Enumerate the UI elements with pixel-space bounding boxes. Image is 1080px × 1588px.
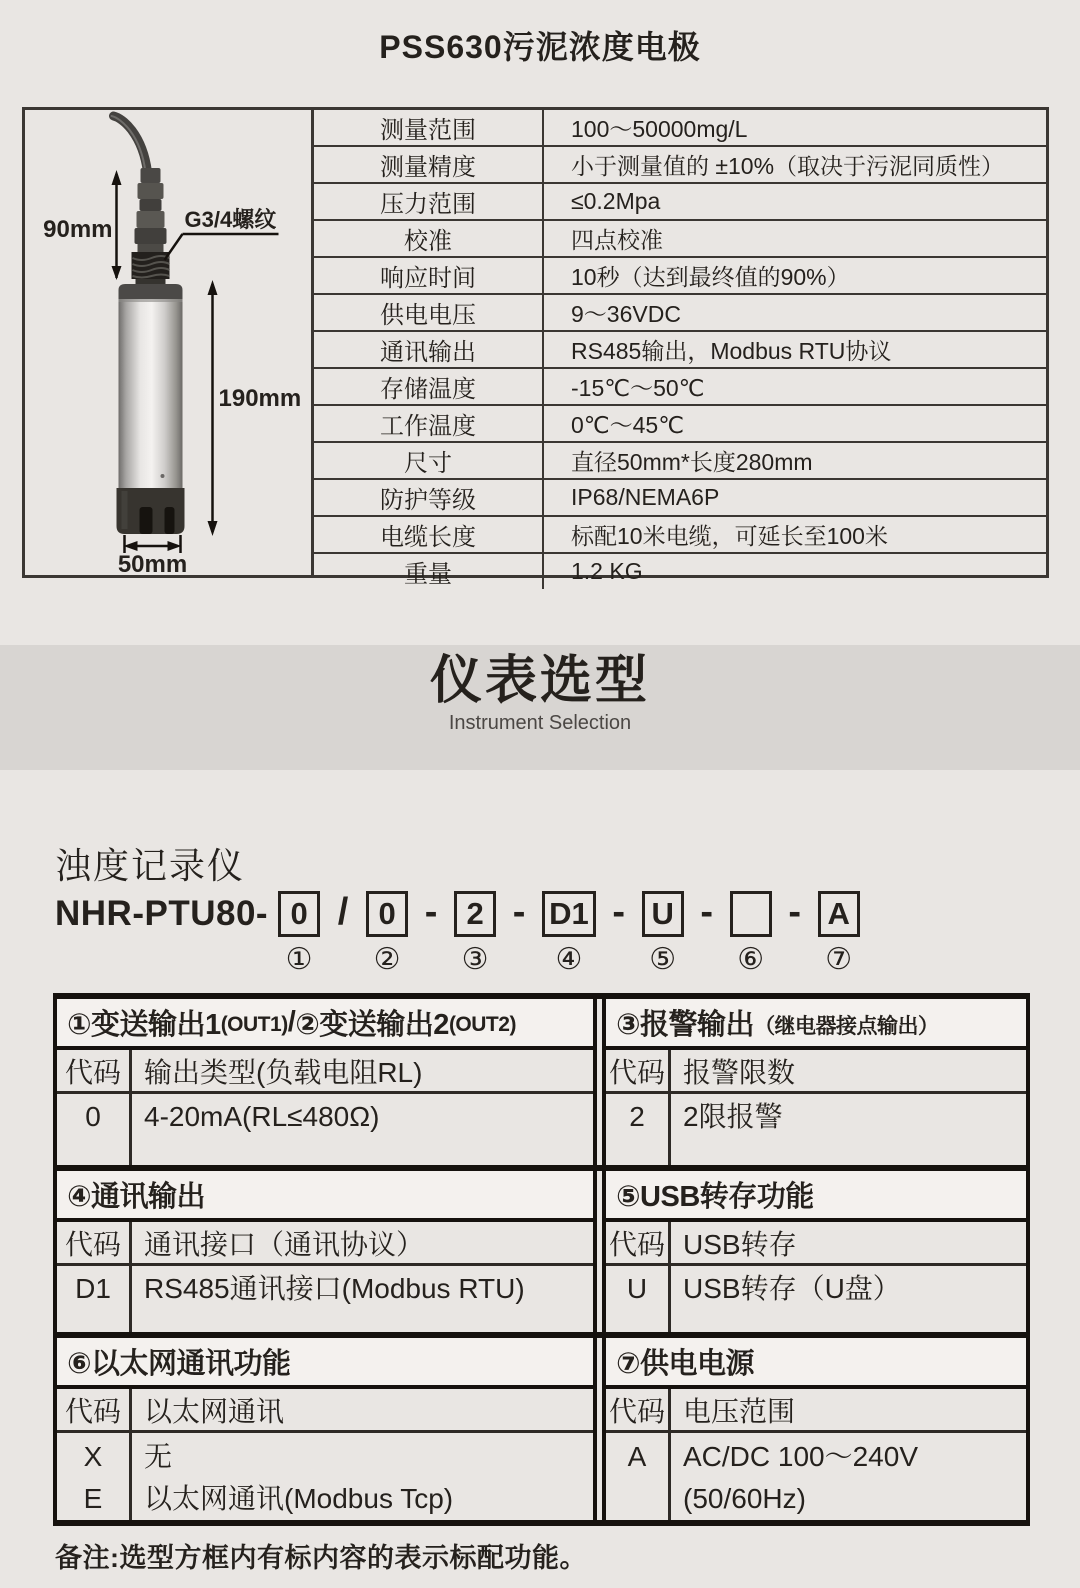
desc-value: 2限报警: [683, 1101, 783, 1132]
selection-band-1: [53, 993, 1030, 1165]
selection-band-3: [53, 1332, 1030, 1526]
model-box-2: 0: [366, 891, 408, 937]
circle-number-2: ②: [373, 943, 401, 976]
section-banner: [0, 645, 1080, 770]
spec-label: 测量精度: [314, 147, 544, 182]
spec-value: 标配10米电缆，可延长至100米: [571, 523, 888, 549]
table-row: [314, 258, 1046, 295]
spec-label: 响应时间: [314, 258, 544, 293]
probe-image-cell: [25, 110, 314, 575]
usb-function-header: [606, 1171, 1026, 1222]
code-cells: [57, 1094, 132, 1165]
probe-illustration: [25, 110, 311, 575]
comm-output-header: [57, 1171, 593, 1222]
model-separator: -: [788, 891, 802, 933]
thread-label: G3/4螺纹: [184, 207, 277, 232]
spec-label: 供电电压: [314, 295, 544, 330]
spec-value: -15℃～50℃: [571, 375, 705, 401]
data-rows: [606, 1094, 1026, 1165]
header-text: ④通讯输出: [67, 1181, 206, 1213]
column-header-row: [606, 1050, 1026, 1094]
desc-value: RS485通讯接口(Modbus RTU): [144, 1273, 525, 1304]
model-separator: -: [700, 891, 714, 933]
page-title: PSS630污泥浓度电极: [379, 29, 701, 65]
spec-label: 测量范围: [314, 110, 544, 145]
code-value: E: [83, 1482, 103, 1514]
table-row: [314, 443, 1046, 480]
model-box-4: D1: [542, 891, 596, 937]
header-text: ⑦供电电源: [616, 1348, 755, 1380]
spec-label: 防护等级: [314, 480, 544, 515]
spec-label: 通讯输出: [314, 332, 544, 367]
table-row: [314, 295, 1046, 332]
table-row: [314, 147, 1046, 184]
header-text-small: (OUT1): [220, 1012, 288, 1036]
model-box-5: U: [642, 891, 684, 937]
probe-connector: [135, 168, 167, 252]
spec-label: 存储温度: [314, 369, 544, 404]
table-row: [314, 110, 1046, 147]
table-row: [314, 184, 1046, 221]
model-separator: /: [337, 891, 349, 933]
model-segment-6: [730, 891, 772, 976]
thread-callout: [165, 234, 279, 260]
column-header-row: [606, 1222, 1026, 1266]
column-header-row: [606, 1389, 1026, 1433]
desc-cells: [132, 1266, 593, 1332]
dim-90mm: [112, 170, 122, 280]
spec-label: 压力范围: [314, 184, 544, 219]
code-cells: [606, 1266, 671, 1332]
desc-col-header: 电压范围: [683, 1395, 796, 1427]
spec-label: 工作温度: [314, 406, 544, 441]
usb-function-table: [602, 1171, 1030, 1332]
model-box-7: A: [818, 891, 860, 937]
desc-cells: [132, 1094, 593, 1165]
header-text: ③报警输出: [616, 1009, 755, 1041]
model-code-row: [55, 891, 860, 976]
code-col-header: 代码: [57, 1222, 132, 1263]
spec-value: RS485输出，Modbus RTU协议: [571, 338, 892, 364]
data-rows: [57, 1094, 593, 1165]
selection-table: [53, 993, 1030, 1526]
code-value: 0: [85, 1101, 101, 1132]
header-sep: /: [287, 1006, 296, 1038]
model-segment-5: [642, 891, 684, 976]
ethernet-header: [57, 1338, 593, 1389]
table-row: [314, 221, 1046, 258]
spec-table: [22, 107, 1049, 588]
table-row: [314, 517, 1046, 554]
header-text: ①变送输出1: [67, 1009, 221, 1041]
table-row: [314, 369, 1046, 406]
code-col-header: 代码: [606, 1050, 671, 1091]
desc-value: 4-20mA(RL≤480Ω): [144, 1101, 380, 1132]
desc-col-header: USB转存: [683, 1228, 797, 1260]
dim-90mm-label: 90mm: [43, 216, 113, 243]
table-row: [314, 554, 1046, 589]
model-segment-3: [454, 891, 496, 976]
header-text: ⑤USB转存功能: [616, 1181, 814, 1213]
spec-value: 小于测量值的 ±10%（取决于污泥同质性）: [571, 153, 1005, 179]
dim-50mm-label: 50mm: [117, 551, 188, 575]
model-segment-1: [278, 891, 320, 976]
code-col-header: 代码: [57, 1389, 132, 1430]
header-text: ⑥以太网通讯功能: [67, 1348, 291, 1380]
banner-title: 仪表选型: [429, 652, 650, 710]
code-cells: [606, 1433, 671, 1520]
data-rows: [606, 1266, 1026, 1332]
spec-value: 0℃～45℃: [571, 412, 685, 438]
table-row: [314, 480, 1046, 517]
probe-body: [119, 279, 183, 488]
model-box-6: [730, 891, 772, 937]
model-separator: -: [612, 891, 626, 933]
spec-rows: [314, 110, 1046, 588]
code-value: A: [627, 1441, 647, 1472]
spec-value: 直径50mm*长度280mm: [571, 449, 813, 475]
circle-number-3: ③: [461, 943, 489, 976]
spec-value: 100～50000mg/L: [571, 116, 748, 142]
ethernet-table: [53, 1338, 597, 1520]
circle-number-1: ①: [285, 943, 313, 976]
model-segment-7: [818, 891, 860, 976]
dim-190mm: [208, 280, 218, 536]
desc-cells: [671, 1266, 1026, 1332]
data-rows: [57, 1266, 593, 1332]
data-rows: [57, 1433, 593, 1520]
desc-cells: [132, 1433, 593, 1520]
header-text-small: (OUT2): [448, 1012, 516, 1036]
spec-label: 电缆长度: [314, 517, 544, 552]
dim-190mm-label: 190mm: [218, 385, 302, 412]
model-segment-4: [542, 891, 596, 976]
desc-value: AC/DC 100～240V: [683, 1441, 919, 1472]
spec-value: IP68/NEMA6P: [571, 484, 720, 510]
desc-col-header: 报警限数: [683, 1056, 796, 1088]
desc-col-header: 通讯接口（通讯协议）: [144, 1228, 425, 1260]
code-value: U: [626, 1273, 648, 1304]
alarm-output-table: [602, 999, 1030, 1165]
code-value: D1: [75, 1273, 111, 1304]
code-col-header: 代码: [606, 1222, 671, 1263]
table-row: [314, 332, 1046, 369]
probe-cable: [112, 116, 148, 172]
circle-number-7: ⑦: [825, 943, 853, 976]
circle-number-4: ④: [555, 943, 583, 976]
desc-value: 无: [144, 1441, 173, 1472]
model-box-1: 0: [278, 891, 320, 937]
probe-thread: [132, 252, 170, 279]
table-row: [314, 406, 1046, 443]
spec-label: 校准: [314, 221, 544, 256]
code-cells: [606, 1094, 671, 1165]
column-header-row: [57, 1222, 593, 1266]
desc-col-header: 以太网通讯: [144, 1395, 285, 1427]
model-separator: -: [424, 891, 438, 933]
code-value: X: [83, 1441, 103, 1472]
selection-band-2: [53, 1165, 1030, 1332]
out1-out2-header: [57, 999, 593, 1050]
desc-value: (50/60Hz): [683, 1482, 806, 1514]
product-name: 浊度记录仪: [55, 845, 246, 886]
circle-number-6: ⑥: [737, 943, 765, 976]
code-cells: [57, 1433, 132, 1520]
code-col-header: 代码: [606, 1389, 671, 1430]
desc-cells: [671, 1433, 1026, 1520]
circle-number-5: ⑤: [649, 943, 677, 976]
header-text: ②变送输出2: [295, 1009, 449, 1041]
banner-subtitle: Instrument Selection: [448, 712, 632, 734]
spec-value: 10秒（达到最终值的90%）: [571, 264, 850, 290]
header-text-small: （继电器接点输出）: [754, 1014, 939, 1038]
desc-value: USB转存（U盘）: [683, 1273, 901, 1304]
desc-value: 以太网通讯(Modbus Tcp): [144, 1482, 454, 1514]
power-supply-table: [602, 1338, 1030, 1520]
spec-label: 重量: [314, 554, 544, 589]
desc-col-header: 输出类型(负载电阻RL): [144, 1056, 423, 1088]
code-cells: [57, 1266, 132, 1332]
code-value: 2: [629, 1101, 645, 1132]
data-rows: [606, 1433, 1026, 1520]
code-col-header: 代码: [57, 1050, 132, 1091]
spec-value: 9～36VDC: [571, 301, 681, 327]
model-separator: -: [512, 891, 526, 933]
desc-cells: [671, 1094, 1026, 1165]
spec-value: ≤0.2Mpa: [571, 188, 661, 214]
alarm-output-header: [606, 999, 1026, 1050]
probe-bottom-cap: [117, 488, 185, 534]
comm-output-table: [53, 1171, 597, 1332]
model-box-3: 2: [454, 891, 496, 937]
out1-out2-table: [53, 999, 597, 1165]
spec-value: 四点校准: [571, 227, 663, 253]
column-header-row: [57, 1050, 593, 1094]
model-segment-2: [366, 891, 408, 976]
spec-label: 尺寸: [314, 443, 544, 478]
power-supply-header: [606, 1338, 1026, 1389]
spec-value: 1.2 KG: [571, 558, 643, 584]
footnote: 备注:选型方框内有标内容的表示标配功能。: [55, 1543, 587, 1573]
model-prefix: NHR-PTU80-: [55, 894, 269, 933]
column-header-row: [57, 1389, 593, 1433]
